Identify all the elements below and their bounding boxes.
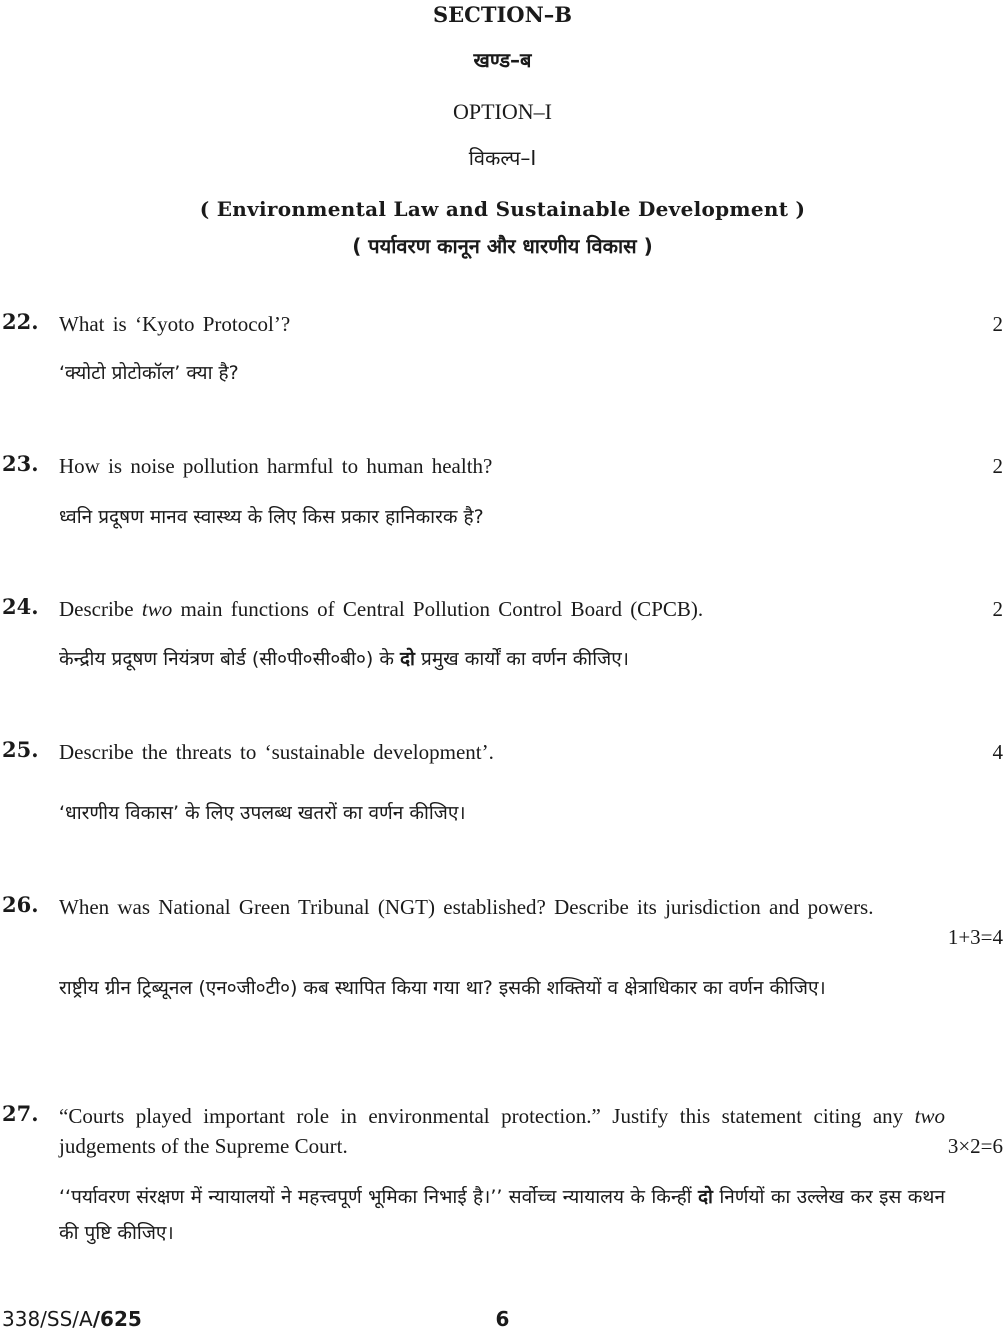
question-text-hindi <box>59 1179 945 1251</box>
question-marks: 3×2=6 <box>947 1134 1003 1158</box>
question-number: 26. <box>2 892 39 917</box>
question-text-part: ‘‘पर्यावरण संरक्षण में न्यायालयों ने महत्त्वपूर्ण भूमिका निभाई है।’’ सर्वोच्च न्यायालय के किन्हीं <box>59 1186 698 1208</box>
question-marks: 2 <box>992 312 1003 336</box>
question-text-part: judgements of the Supreme Court. <box>59 1134 348 1158</box>
question-text-emphasis: दो <box>399 648 415 670</box>
page-number: 6 <box>495 1307 510 1331</box>
question-text-hindi: ध्वनि प्रदूषण मानव स्वास्थ्य के लिए किस प्रकार हानिकारक है? <box>59 506 484 528</box>
question-text-part: केन्द्रीय प्रदूषण नियंत्रण बोर्ड (सी०पी०सी०बी०) के <box>59 648 400 670</box>
section-title-hindi: खण्ड–ब <box>473 48 532 72</box>
question-text-hindi: ‘क्योटो प्रोटोकॉल’ क्या है? <box>59 362 239 384</box>
paper-code-prefix: 338/SS/A <box>2 1307 93 1331</box>
question-marks: 2 <box>992 597 1003 621</box>
question-text-part: निर्णयों का उल्लेख कर इस कथन की पुष्टि कीजिए। <box>59 1186 945 1244</box>
question-text-emphasis: two <box>141 597 173 621</box>
question-text-hindi: ‘धारणीय विकास’ के लिए उपलब्ध खतरों का वर्णन कीजिए। <box>59 802 466 824</box>
question-marks: 4 <box>992 740 1003 764</box>
question-text-part: “Courts played important role in environmental protection.” Justify this statement citing any <box>59 1104 915 1128</box>
question-text-emphasis: two <box>914 1104 945 1128</box>
question-text-hindi <box>59 641 945 677</box>
option-title: OPTION–I <box>453 99 552 124</box>
paper-code-number: /625 <box>92 1307 142 1331</box>
question-text-english: When was National Green Tribunal (NGT) established? Describe its jurisdiction and powers. <box>59 895 874 919</box>
question-text-part: main functions of Central Pollution Control Board (CPCB). <box>172 597 704 621</box>
question-text-english <box>59 594 945 624</box>
question-text-emphasis: दो <box>697 1186 713 1208</box>
option-title-hindi: विकल्प–I <box>468 146 537 170</box>
question-marks: 1+3=4 <box>947 925 1003 949</box>
question-number: 25. <box>2 737 39 762</box>
subject-title-hindi: ( पर्यावरण कानून और धारणीय विकास ) <box>352 234 653 258</box>
subject-title: ( Environmental Law and Sustainable Development ) <box>199 197 806 221</box>
question-number: 27. <box>2 1101 39 1126</box>
question-number: 22. <box>2 309 39 334</box>
question-text-part: प्रमुख कार्यों का वर्णन कीजिए। <box>414 648 629 670</box>
question-number: 23. <box>2 451 39 476</box>
question-marks: 2 <box>992 454 1003 478</box>
question-text-english: Describe the threats to ‘sustainable development’. <box>59 740 494 764</box>
question-text-part: Describe <box>59 597 142 621</box>
question-text-hindi: राष्ट्रीय ग्रीन ट्रिब्यूनल (एन०जी०टी०) कब स्थापित किया गया था? इसकी शक्तियों व क्षेत्राधिकार का वर्णन कीजिए। <box>59 977 826 999</box>
question-text-english: What is ‘Kyoto Protocol’? <box>59 312 291 336</box>
question-text-english: How is noise pollution harmful to human health? <box>59 454 493 478</box>
question-text-english <box>59 1101 945 1161</box>
section-title: SECTION–B <box>432 2 573 27</box>
question-number: 24. <box>2 594 39 619</box>
